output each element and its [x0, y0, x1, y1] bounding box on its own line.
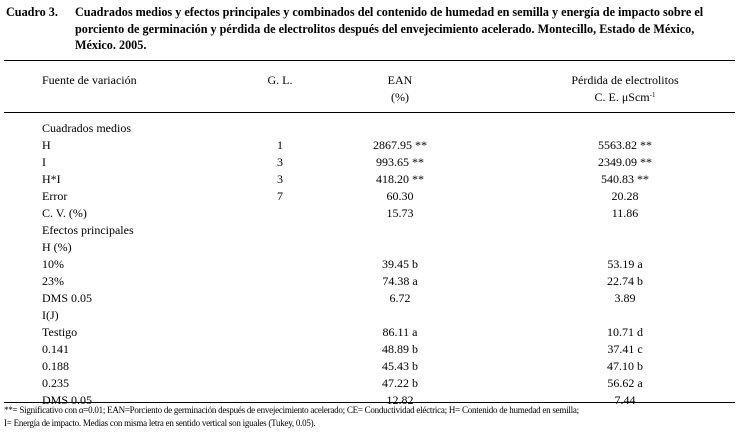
row-gl: 7 [277, 189, 283, 203]
row-ean: 15.73 [386, 206, 414, 220]
footnote-line-2: I= Energía de impacto. Medias con misma letra en sentido vertical son iguales (Tukey, 0.05). [4, 418, 316, 428]
row-gl: 3 [277, 155, 283, 169]
row-perdida: 22.74 b [607, 274, 643, 288]
footnote-line-1: **= Significativo con α=0.01; EAN=Porciento de germinación después de envejecimiento acelerado; CE= Conductividad eléctrica; H= Contenido de humedad en semilla; [4, 405, 579, 415]
row-perdida: 56.62 a [607, 376, 643, 390]
row-ean: 47.22 b [382, 376, 418, 390]
caption-text: Cuadrados medios y efectos principales y combinados del contenido de humedad en semilla y energía de impacto sobre el porciento de germinación y pérdida de electrolitos después del envejecimiento acelerado. Montecillo, Estado de México, México. 2005. [75, 5, 704, 52]
row-label: H*I [42, 172, 61, 186]
row-label: I [42, 155, 46, 169]
row-perdida: 47.10 b [607, 359, 643, 373]
row-label: Testigo [42, 325, 78, 339]
footnote [4, 404, 737, 430]
row-ean: 12.82 [386, 393, 414, 407]
row-perdida: 7.44 [614, 393, 636, 407]
row-label: H [42, 138, 51, 152]
row-perdida: 37.41 c [607, 342, 643, 356]
row-perdida: 11.86 [611, 206, 639, 220]
row-perdida: 20.28 [611, 189, 639, 203]
row-ean: 45.43 b [382, 359, 418, 373]
row-perdida: 5563.82 ** [598, 138, 652, 152]
row-perdida: 2349.09 ** [598, 155, 652, 169]
row-label: C. V. (%) [42, 206, 87, 220]
row-label: I(J) [42, 308, 59, 322]
header-ce-unit: C. E. μScm$^{-1}$ [594, 90, 656, 104]
table-caption [6, 4, 736, 54]
header-perdida: Pérdida de electrolitos [571, 73, 679, 87]
row-perdida: 10.71 d [607, 325, 643, 339]
row-gl: 1 [277, 138, 283, 152]
row-label: Error [42, 189, 68, 203]
row-label: 23% [42, 274, 64, 288]
header-rule [4, 112, 735, 113]
row-ean: 2867.95 ** [373, 138, 427, 152]
row-perdida: 3.89 [614, 291, 636, 305]
caption-label: Cuadro 3. [6, 5, 58, 19]
row-ean: 74.38 a [382, 274, 418, 288]
row-ean: 39.45 b [382, 257, 418, 271]
row-ean: 48.89 b [382, 342, 418, 356]
top-rule [4, 60, 735, 61]
row-perdida: 540.83 ** [601, 172, 649, 186]
row-label: DMS 0.05 [42, 291, 93, 305]
row-label: DMS 0.05 [42, 393, 93, 407]
header-fuente: Fuente de variación [42, 73, 137, 87]
row-ean: 418.20 ** [376, 172, 424, 186]
row-label: H (%) [42, 240, 72, 254]
row-label: Cuadrados medios [42, 121, 131, 135]
header-gl: G. L. [267, 73, 293, 87]
row-gl: 3 [277, 172, 283, 186]
row-label: 0.235 [42, 376, 69, 390]
row-perdida: 53.19 a [607, 257, 643, 271]
row-ean: 6.72 [389, 291, 411, 305]
header-ean-unit: (%) [391, 90, 409, 104]
row-ean: 60.30 [386, 189, 414, 203]
bottom-rule [4, 402, 735, 403]
row-ean: 993.65 ** [376, 155, 424, 169]
row-ean: 86.11 a [382, 325, 418, 339]
header-ean: EAN [387, 73, 413, 87]
row-label: Efectos principales [42, 223, 134, 237]
row-label: 10% [42, 257, 64, 271]
row-label: 0.141 [42, 342, 69, 356]
row-label: 0.188 [42, 359, 69, 373]
